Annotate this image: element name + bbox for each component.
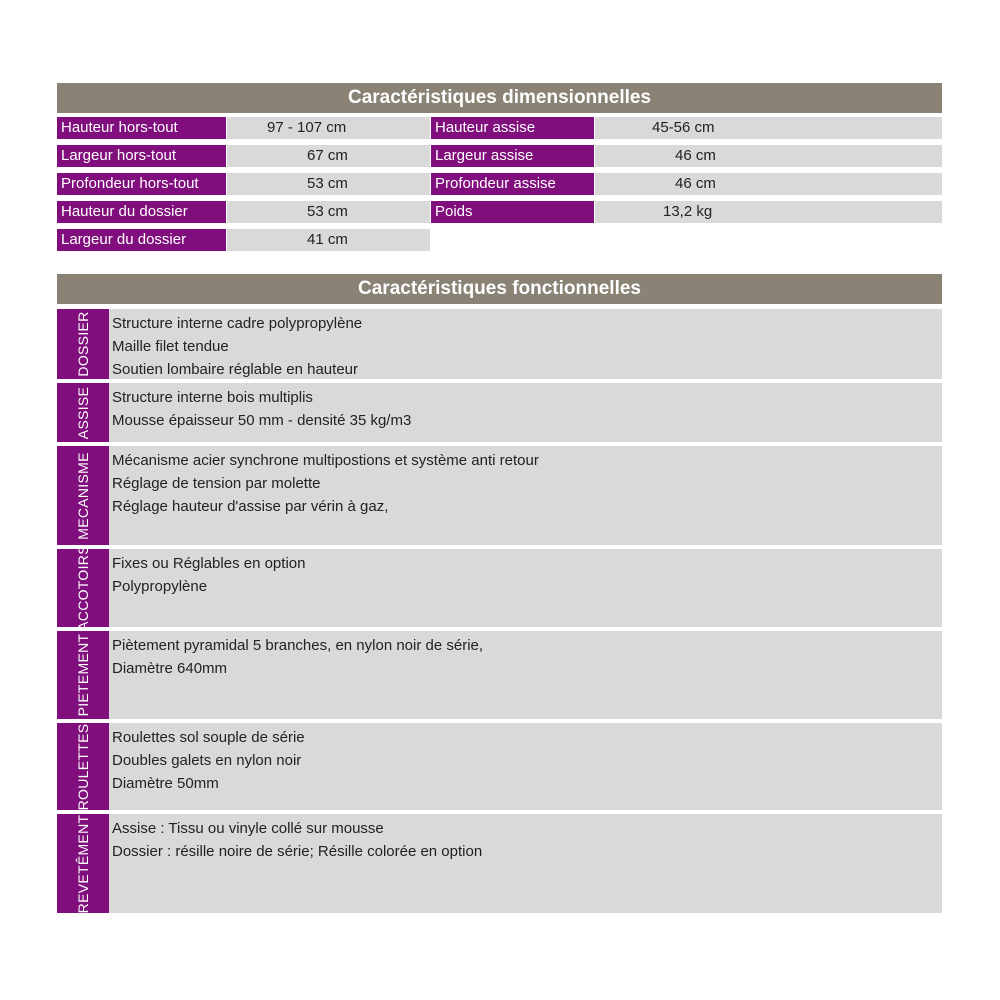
section-line: Assise : Tissu ou vinyle collé sur mousse <box>112 820 384 837</box>
section-line: Polypropylène <box>112 578 208 595</box>
section-lines <box>112 817 482 863</box>
section-lines <box>112 449 539 518</box>
dim-label: Poids <box>431 201 594 223</box>
section-line: Maille filet tendue <box>112 338 229 355</box>
section-line: Dossier : résille noire de série; Résille colorée en option <box>112 843 483 860</box>
dim-value: 53 cm <box>227 201 430 223</box>
section-line: Fixes ou Réglables en option <box>112 555 306 572</box>
section-lines <box>112 386 411 432</box>
section-line: Diamètre 640mm <box>112 660 228 677</box>
section-line: Piètement pyramidal 5 branches, en nylon noir de série, <box>112 637 484 654</box>
section-tag <box>57 723 109 810</box>
dim-label: Profondeur assise <box>431 173 594 195</box>
section-tag <box>57 631 109 719</box>
section-line: Structure interne cadre polypropylène <box>112 315 363 332</box>
section-tag-label: ACCOTOIRS <box>75 545 91 631</box>
dim-value: 46 cm <box>595 173 942 195</box>
section-lines <box>112 634 483 680</box>
section-line: Soutien lombaire réglable en hauteur <box>112 361 358 378</box>
section-line: Diamètre 50mm <box>112 775 219 792</box>
section-tag-label: ROULETTES <box>75 723 91 810</box>
section-revetement <box>57 814 942 913</box>
dim-value: 45-56 cm <box>595 117 942 139</box>
dim-value: 41 cm <box>227 229 430 251</box>
section-tag-label: MECANISME <box>75 451 91 540</box>
dim-value: 13,2 kg <box>595 201 942 223</box>
section-lines <box>112 312 362 381</box>
dim-label: Hauteur assise <box>431 117 594 139</box>
section-pietement <box>57 631 942 719</box>
section-tag-label: PIETEMENT <box>75 633 91 717</box>
section-tag <box>57 309 109 379</box>
section-line: Mécanisme acier synchrone multipostions et système anti retour <box>112 452 539 469</box>
section-lines <box>112 552 305 598</box>
section-tag-label: REVETÊMENT <box>75 814 91 913</box>
section-tag <box>57 446 109 545</box>
dim-value: 53 cm <box>227 173 430 195</box>
section-roulettes <box>57 723 942 810</box>
section-line: Réglage de tension par molette <box>112 475 321 492</box>
dim-value: 46 cm <box>595 145 942 167</box>
section-tag <box>57 383 109 442</box>
dim-label: Hauteur du dossier <box>57 201 226 223</box>
section-lines <box>112 726 305 795</box>
dim-label: Profondeur hors-tout <box>57 173 226 195</box>
dimensions-header: Caractéristiques dimensionnelles <box>57 83 942 113</box>
section-line: Mousse épaisseur 50 mm - densité 35 kg/m3 <box>112 412 412 429</box>
section-assise <box>57 383 942 442</box>
section-line: Doubles galets en nylon noir <box>112 752 302 769</box>
dim-label: Largeur hors-tout <box>57 145 226 167</box>
dim-label: Largeur du dossier <box>57 229 226 251</box>
section-line: Roulettes sol souple de série <box>112 729 305 746</box>
section-tag-label: DOSSIER <box>75 311 91 377</box>
section-tag <box>57 545 109 631</box>
section-mecanisme <box>57 446 942 545</box>
section-line: Réglage hauteur d'assise par vérin à gaz, <box>112 498 389 515</box>
section-dossier <box>57 309 942 379</box>
section-tag <box>57 814 109 913</box>
dim-value: 97 - 107 cm <box>227 117 430 139</box>
dim-label: Largeur assise <box>431 145 594 167</box>
dim-value: 67 cm <box>227 145 430 167</box>
dim-label: Hauteur hors-tout <box>57 117 226 139</box>
functional-header: Caractéristiques fonctionnelles <box>57 274 942 304</box>
section-tag-label: ASSISE <box>75 386 91 439</box>
section-line: Structure interne bois multiplis <box>112 389 313 406</box>
section-accotoirs <box>57 545 942 631</box>
